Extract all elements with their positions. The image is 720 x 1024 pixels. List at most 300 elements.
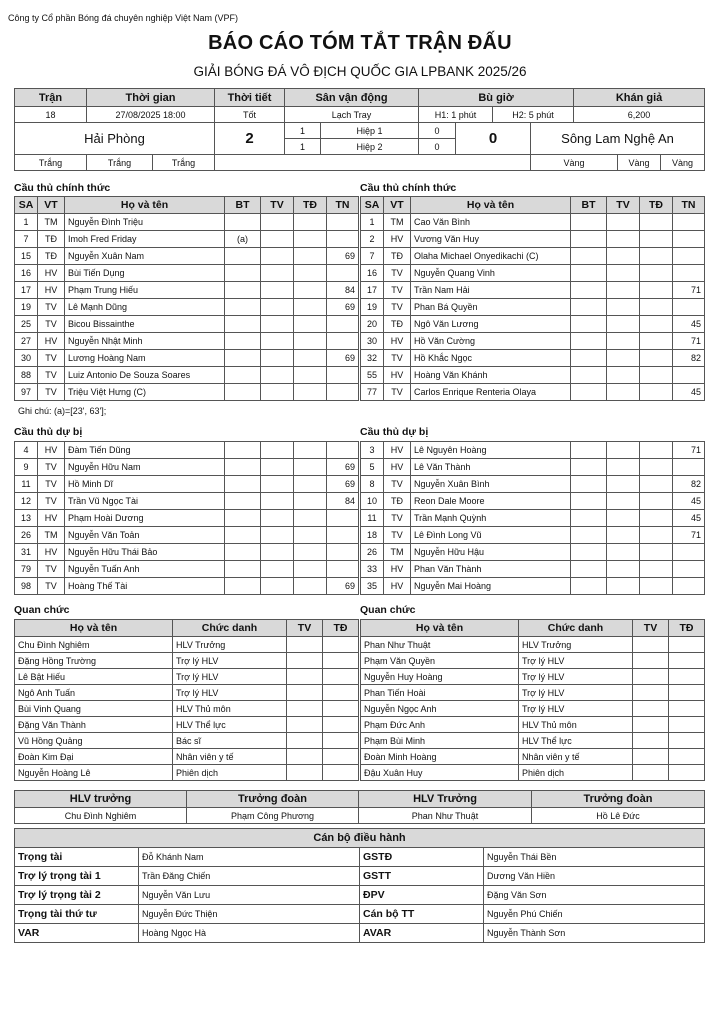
away-coach-name: Phan Như Thuật (359, 808, 532, 824)
official-name: Nguyễn Ngọc Anh (361, 701, 519, 717)
player-name: Reon Dale Moore (411, 493, 571, 510)
position: HV (384, 231, 411, 248)
goals (571, 442, 607, 459)
table-row (361, 282, 705, 299)
table-row (15, 442, 359, 459)
half2-home: 1 (285, 139, 321, 155)
substitution-minute: 45 (673, 510, 705, 527)
table-row (361, 248, 705, 265)
official-role: Trợ lý HLV (519, 653, 633, 669)
official-role: Bác sĩ (173, 733, 287, 749)
goals (225, 442, 261, 459)
yellow-card (261, 333, 294, 350)
official-role-label: VAR (15, 924, 139, 943)
red-card (294, 350, 327, 367)
official-name: Chu Đình Nghiêm (15, 637, 173, 653)
table-row (361, 749, 705, 765)
away-kit-shirt: Vàng (531, 155, 618, 171)
position: TV (38, 476, 65, 493)
official-name: Phạm Đức Anh (361, 717, 519, 733)
red-card (323, 669, 359, 685)
header-yellow-card: TV (261, 197, 294, 214)
official-name: Nguyễn Hoàng Lê (15, 765, 173, 781)
red-card (294, 561, 327, 578)
player-name: Ngô Văn Lương (411, 316, 571, 333)
position: TV (384, 350, 411, 367)
player-name: Hồ Khắc Ngọc (411, 350, 571, 367)
company-name: Công ty Cổ phần Bóng đá chuyên nghiệp Việt Nam (VPF) (8, 13, 238, 23)
substitution-minute (673, 214, 705, 231)
red-card (323, 765, 359, 781)
goals (571, 333, 607, 350)
official-role: HLV Trưởng (173, 637, 287, 653)
player-name: Lê Văn Thành (411, 459, 571, 476)
substitution-minute (673, 299, 705, 316)
table-row (361, 637, 705, 653)
official-name: Nguyễn Thái Bền (484, 848, 705, 867)
shirt-number: 31 (15, 544, 38, 561)
yellow-card (607, 527, 640, 544)
substitution-minute: 71 (673, 442, 705, 459)
red-card (640, 459, 673, 476)
yellow-card (287, 685, 323, 701)
substitution-minute (673, 459, 705, 476)
yellow-card (261, 299, 294, 316)
red-card (640, 527, 673, 544)
yellow-card (607, 333, 640, 350)
player-name: Hoàng Văn Khánh (411, 367, 571, 384)
yellow-card (633, 653, 669, 669)
yellow-card (607, 265, 640, 282)
table-row (15, 510, 359, 527)
shirt-number: 13 (15, 510, 38, 527)
home-starters-table (14, 196, 359, 401)
goals (225, 248, 261, 265)
substitution-minute (327, 214, 359, 231)
away-starters-table (360, 196, 705, 401)
table-row (361, 350, 705, 367)
shirt-number: 19 (15, 299, 38, 316)
official-role-label: Trợ lý trọng tài 2 (15, 886, 139, 905)
half1-label: Hiệp 1 (321, 123, 419, 139)
goals (225, 350, 261, 367)
goals (571, 476, 607, 493)
position: TV (38, 316, 65, 333)
position: TĐ (38, 231, 65, 248)
shirt-number: 26 (15, 527, 38, 544)
substitution-minute (673, 578, 705, 595)
player-name: Nguyễn Đình Triệu (65, 214, 225, 231)
official-name: Bùi Vinh Quang (15, 701, 173, 717)
official-role-label: Trợ lý trọng tài 1 (15, 867, 139, 886)
table-row (15, 578, 359, 595)
yellow-card (261, 316, 294, 333)
position: TV (384, 282, 411, 299)
red-card (640, 333, 673, 350)
goals (225, 476, 261, 493)
substitution-minute: 69 (327, 299, 359, 316)
yellow-card (607, 367, 640, 384)
substitution-minute (327, 367, 359, 384)
red-card (669, 765, 705, 781)
goals: (a) (225, 231, 261, 248)
player-name: Nguyễn Xuân Bình (411, 476, 571, 493)
yellow-card (633, 701, 669, 717)
home-kit-socks: Trắng (153, 155, 215, 171)
header-yellow-card: TV (607, 197, 640, 214)
yellow-card (287, 653, 323, 669)
header-official-name: Họ và tên (361, 620, 519, 637)
yellow-card (633, 733, 669, 749)
goals (225, 527, 261, 544)
goals (225, 265, 261, 282)
official-role: Nhân viên y tế (173, 749, 287, 765)
shirt-number: 15 (15, 248, 38, 265)
yellow-card (261, 561, 294, 578)
yellow-card (607, 299, 640, 316)
header-red-card: TĐ (640, 197, 673, 214)
red-card (294, 493, 327, 510)
header-weather: Thời tiết (215, 89, 285, 107)
table-row (361, 701, 705, 717)
substitution-minute (327, 231, 359, 248)
yellow-card (261, 248, 294, 265)
goals (225, 299, 261, 316)
yellow-card (287, 733, 323, 749)
half1-home: 1 (285, 123, 321, 139)
yellow-card (633, 749, 669, 765)
match-info-table (14, 88, 705, 171)
substitution-minute (327, 561, 359, 578)
substitution-minute (673, 561, 705, 578)
position: HV (384, 459, 411, 476)
shirt-number: 19 (361, 299, 384, 316)
header-goals: BT (225, 197, 261, 214)
official-name: Phạm Văn Quyền (361, 653, 519, 669)
shirt-number: 27 (15, 333, 38, 350)
yellow-card (607, 248, 640, 265)
header-time: Thời gian (87, 89, 215, 107)
header-red-card: TĐ (669, 620, 705, 637)
position: TĐ (384, 493, 411, 510)
goals (571, 350, 607, 367)
shirt-number: 35 (361, 578, 384, 595)
away-officials-table (360, 619, 705, 781)
table-row (361, 561, 705, 578)
official-role-label: AVAR (360, 924, 484, 943)
player-name: Lê Nguyên Hoàng (411, 442, 571, 459)
shirt-number: 18 (361, 527, 384, 544)
goals (225, 214, 261, 231)
official-name: Trần Đăng Chiến (139, 867, 360, 886)
player-name: Trần Mạnh Quỳnh (411, 510, 571, 527)
yellow-card (287, 765, 323, 781)
official-name: Nguyễn Thành Sơn (484, 924, 705, 943)
table-row (15, 685, 359, 701)
away-team-name: Sông Lam Nghệ An (531, 123, 705, 155)
shirt-number: 16 (15, 265, 38, 282)
table-header-row (361, 620, 705, 637)
yellow-card (633, 669, 669, 685)
position: HV (38, 544, 65, 561)
yellow-card (607, 561, 640, 578)
red-card (294, 231, 327, 248)
substitution-minute: 69 (327, 350, 359, 367)
position: TV (38, 493, 65, 510)
table-row (361, 231, 705, 248)
table-row (361, 384, 705, 401)
red-card (294, 299, 327, 316)
goals (225, 384, 261, 401)
header-goals: BT (571, 197, 607, 214)
yellow-card (261, 367, 294, 384)
goals (571, 248, 607, 265)
table-header-row (15, 620, 359, 637)
red-card (669, 749, 705, 765)
player-name: Nguyễn Hữu Hậu (411, 544, 571, 561)
official-name: Lê Bật Hiếu (15, 669, 173, 685)
player-name: Phạm Hoài Dương (65, 510, 225, 527)
half2-away: 0 (419, 139, 456, 155)
player-name: Lương Hoàng Nam (65, 350, 225, 367)
goals (571, 527, 607, 544)
yellow-card (261, 265, 294, 282)
yellow-card (261, 231, 294, 248)
player-name: Đàm Tiến Dũng (65, 442, 225, 459)
home-team-name: Hải Phòng (15, 123, 215, 155)
position: TV (38, 367, 65, 384)
position: TM (384, 544, 411, 561)
header-added-time: Bù giờ (419, 89, 574, 107)
goals (225, 561, 261, 578)
red-card (294, 476, 327, 493)
goals (225, 333, 261, 350)
substitution-minute: 71 (673, 282, 705, 299)
header-shirt-number: SA (15, 197, 38, 214)
official-role: HLV Thủ môn (519, 717, 633, 733)
position: TV (384, 299, 411, 316)
goals (571, 561, 607, 578)
table-row (15, 476, 359, 493)
substitution-minute: 45 (673, 384, 705, 401)
substitution-minute: 69 (327, 248, 359, 265)
goals (225, 544, 261, 561)
table-row (15, 733, 359, 749)
player-name: Phan Văn Thành (411, 561, 571, 578)
shirt-number: 1 (361, 214, 384, 231)
header-position: VT (38, 197, 65, 214)
red-card (294, 544, 327, 561)
yellow-card (287, 717, 323, 733)
player-name: Triệu Việt Hưng (C) (65, 384, 225, 401)
table-row (15, 749, 359, 765)
header-official-name: Họ và tên (15, 620, 173, 637)
official-role: HLV Thể lực (519, 733, 633, 749)
official-role: Trợ lý HLV (173, 685, 287, 701)
official-role-label: Trọng tài thứ tư (15, 905, 139, 924)
table-row (15, 527, 359, 544)
home-kit-shirt: Trắng (15, 155, 87, 171)
home-score: 2 (215, 123, 285, 155)
away-subs-table (360, 441, 705, 595)
substitution-minute: 69 (327, 476, 359, 493)
substitution-minute (327, 333, 359, 350)
red-card (294, 459, 327, 476)
red-card (640, 214, 673, 231)
shirt-number: 97 (15, 384, 38, 401)
away-kit-socks: Vàng (661, 155, 705, 171)
table-row (361, 367, 705, 384)
yellow-card (607, 544, 640, 561)
position: TM (38, 527, 65, 544)
substitution-minute: 69 (327, 578, 359, 595)
goals (571, 459, 607, 476)
shirt-number: 79 (15, 561, 38, 578)
table-row (361, 214, 705, 231)
player-name: Vương Văn Huy (411, 231, 571, 248)
player-name: Phan Bá Quyền (411, 299, 571, 316)
goals (571, 299, 607, 316)
yellow-card (633, 717, 669, 733)
substitution-minute (327, 527, 359, 544)
yellow-card (261, 476, 294, 493)
official-role-label: Cán bộ TT (360, 905, 484, 924)
player-name: Nguyễn Quang Vinh (411, 265, 571, 282)
added-time-h1: H1: 1 phút (419, 107, 493, 123)
red-card (640, 350, 673, 367)
red-card (294, 442, 327, 459)
official-name: Phan Như Thuật (361, 637, 519, 653)
shirt-number: 77 (361, 384, 384, 401)
goals (225, 316, 261, 333)
header-red-card: TĐ (323, 620, 359, 637)
substitution-minute (327, 265, 359, 282)
official-name: Phạm Bùi Minh (361, 733, 519, 749)
substitution-minute (673, 248, 705, 265)
substitution-minute: 82 (673, 476, 705, 493)
shirt-number: 88 (15, 367, 38, 384)
player-name: Nguyễn Hữu Thái Bảo (65, 544, 225, 561)
shirt-number: 30 (361, 333, 384, 350)
yellow-card (607, 459, 640, 476)
away-score: 0 (456, 123, 531, 155)
yellow-card (633, 685, 669, 701)
red-card (669, 717, 705, 733)
match-stadium: Lạch Tray (285, 107, 419, 123)
yellow-card (287, 701, 323, 717)
shirt-number: 11 (361, 510, 384, 527)
substitution-minute: 69 (327, 459, 359, 476)
goals (225, 493, 261, 510)
official-name: Nguyễn Đức Thiện (139, 905, 360, 924)
player-name: Lê Mạnh Dũng (65, 299, 225, 316)
shirt-number: 10 (361, 493, 384, 510)
table-row (361, 544, 705, 561)
header-substitution-minute: TN (673, 197, 705, 214)
table-row (361, 765, 705, 781)
table-row (15, 248, 359, 265)
goals (571, 316, 607, 333)
substitution-minute: 45 (673, 493, 705, 510)
player-name: Phạm Trung Hiếu (65, 282, 225, 299)
red-card (640, 248, 673, 265)
red-card (669, 733, 705, 749)
yellow-card (607, 214, 640, 231)
position: TV (384, 384, 411, 401)
added-time-h2: H2: 5 phút (493, 107, 574, 123)
red-card (294, 384, 327, 401)
position: HV (38, 442, 65, 459)
table-row (15, 637, 359, 653)
red-card (640, 493, 673, 510)
player-name: Hồ Minh Dĩ (65, 476, 225, 493)
red-card (669, 685, 705, 701)
match-officials-table (14, 828, 705, 943)
yellow-card (261, 493, 294, 510)
red-card (323, 685, 359, 701)
position: TV (38, 350, 65, 367)
goals (225, 459, 261, 476)
yellow-card (261, 282, 294, 299)
yellow-card (607, 316, 640, 333)
yellow-card (607, 578, 640, 595)
red-card (294, 510, 327, 527)
league-subtitle: GIẢI BÓNG ĐÁ VÔ ĐỊCH QUỐC GIA LPBANK 2025/26 (193, 64, 527, 79)
player-name: Bicou Bissainthe (65, 316, 225, 333)
position: TV (38, 459, 65, 476)
goals (571, 384, 607, 401)
red-card (294, 367, 327, 384)
red-card (640, 299, 673, 316)
half1-away: 0 (419, 123, 456, 139)
yellow-card (607, 476, 640, 493)
kit-spacer (215, 155, 531, 171)
away-leader-label: Trưởng đoàn (532, 791, 705, 808)
goals (571, 214, 607, 231)
header-stadium: Sân vận động (285, 89, 419, 107)
official-role-label: ĐPV (360, 886, 484, 905)
red-card (640, 442, 673, 459)
team-heads-table (14, 790, 705, 824)
header-spectators: Khán giả (574, 89, 705, 107)
shirt-number: 33 (361, 561, 384, 578)
player-name: Bùi Tiến Dụng (65, 265, 225, 282)
red-card (640, 316, 673, 333)
yellow-card (261, 350, 294, 367)
home-coach-name: Chu Đình Nghiêm (15, 808, 187, 824)
official-name: Đặng Văn Sơn (484, 886, 705, 905)
position: HV (38, 282, 65, 299)
official-name: Đặng Văn Thành (15, 717, 173, 733)
header-yellow-card: TV (287, 620, 323, 637)
position: TĐ (38, 248, 65, 265)
position: HV (384, 367, 411, 384)
red-card (294, 265, 327, 282)
table-row (361, 510, 705, 527)
yellow-card (261, 442, 294, 459)
match-officials-title: Cán bộ điều hành (15, 829, 705, 848)
player-name: Nguyễn Hữu Nam (65, 459, 225, 476)
shirt-number: 20 (361, 316, 384, 333)
goals (571, 367, 607, 384)
red-card (294, 214, 327, 231)
shirt-number: 5 (361, 459, 384, 476)
red-card (640, 476, 673, 493)
table-row (361, 333, 705, 350)
table-row (361, 442, 705, 459)
player-name: Nguyễn Văn Toản (65, 527, 225, 544)
official-role: Trợ lý HLV (173, 669, 287, 685)
